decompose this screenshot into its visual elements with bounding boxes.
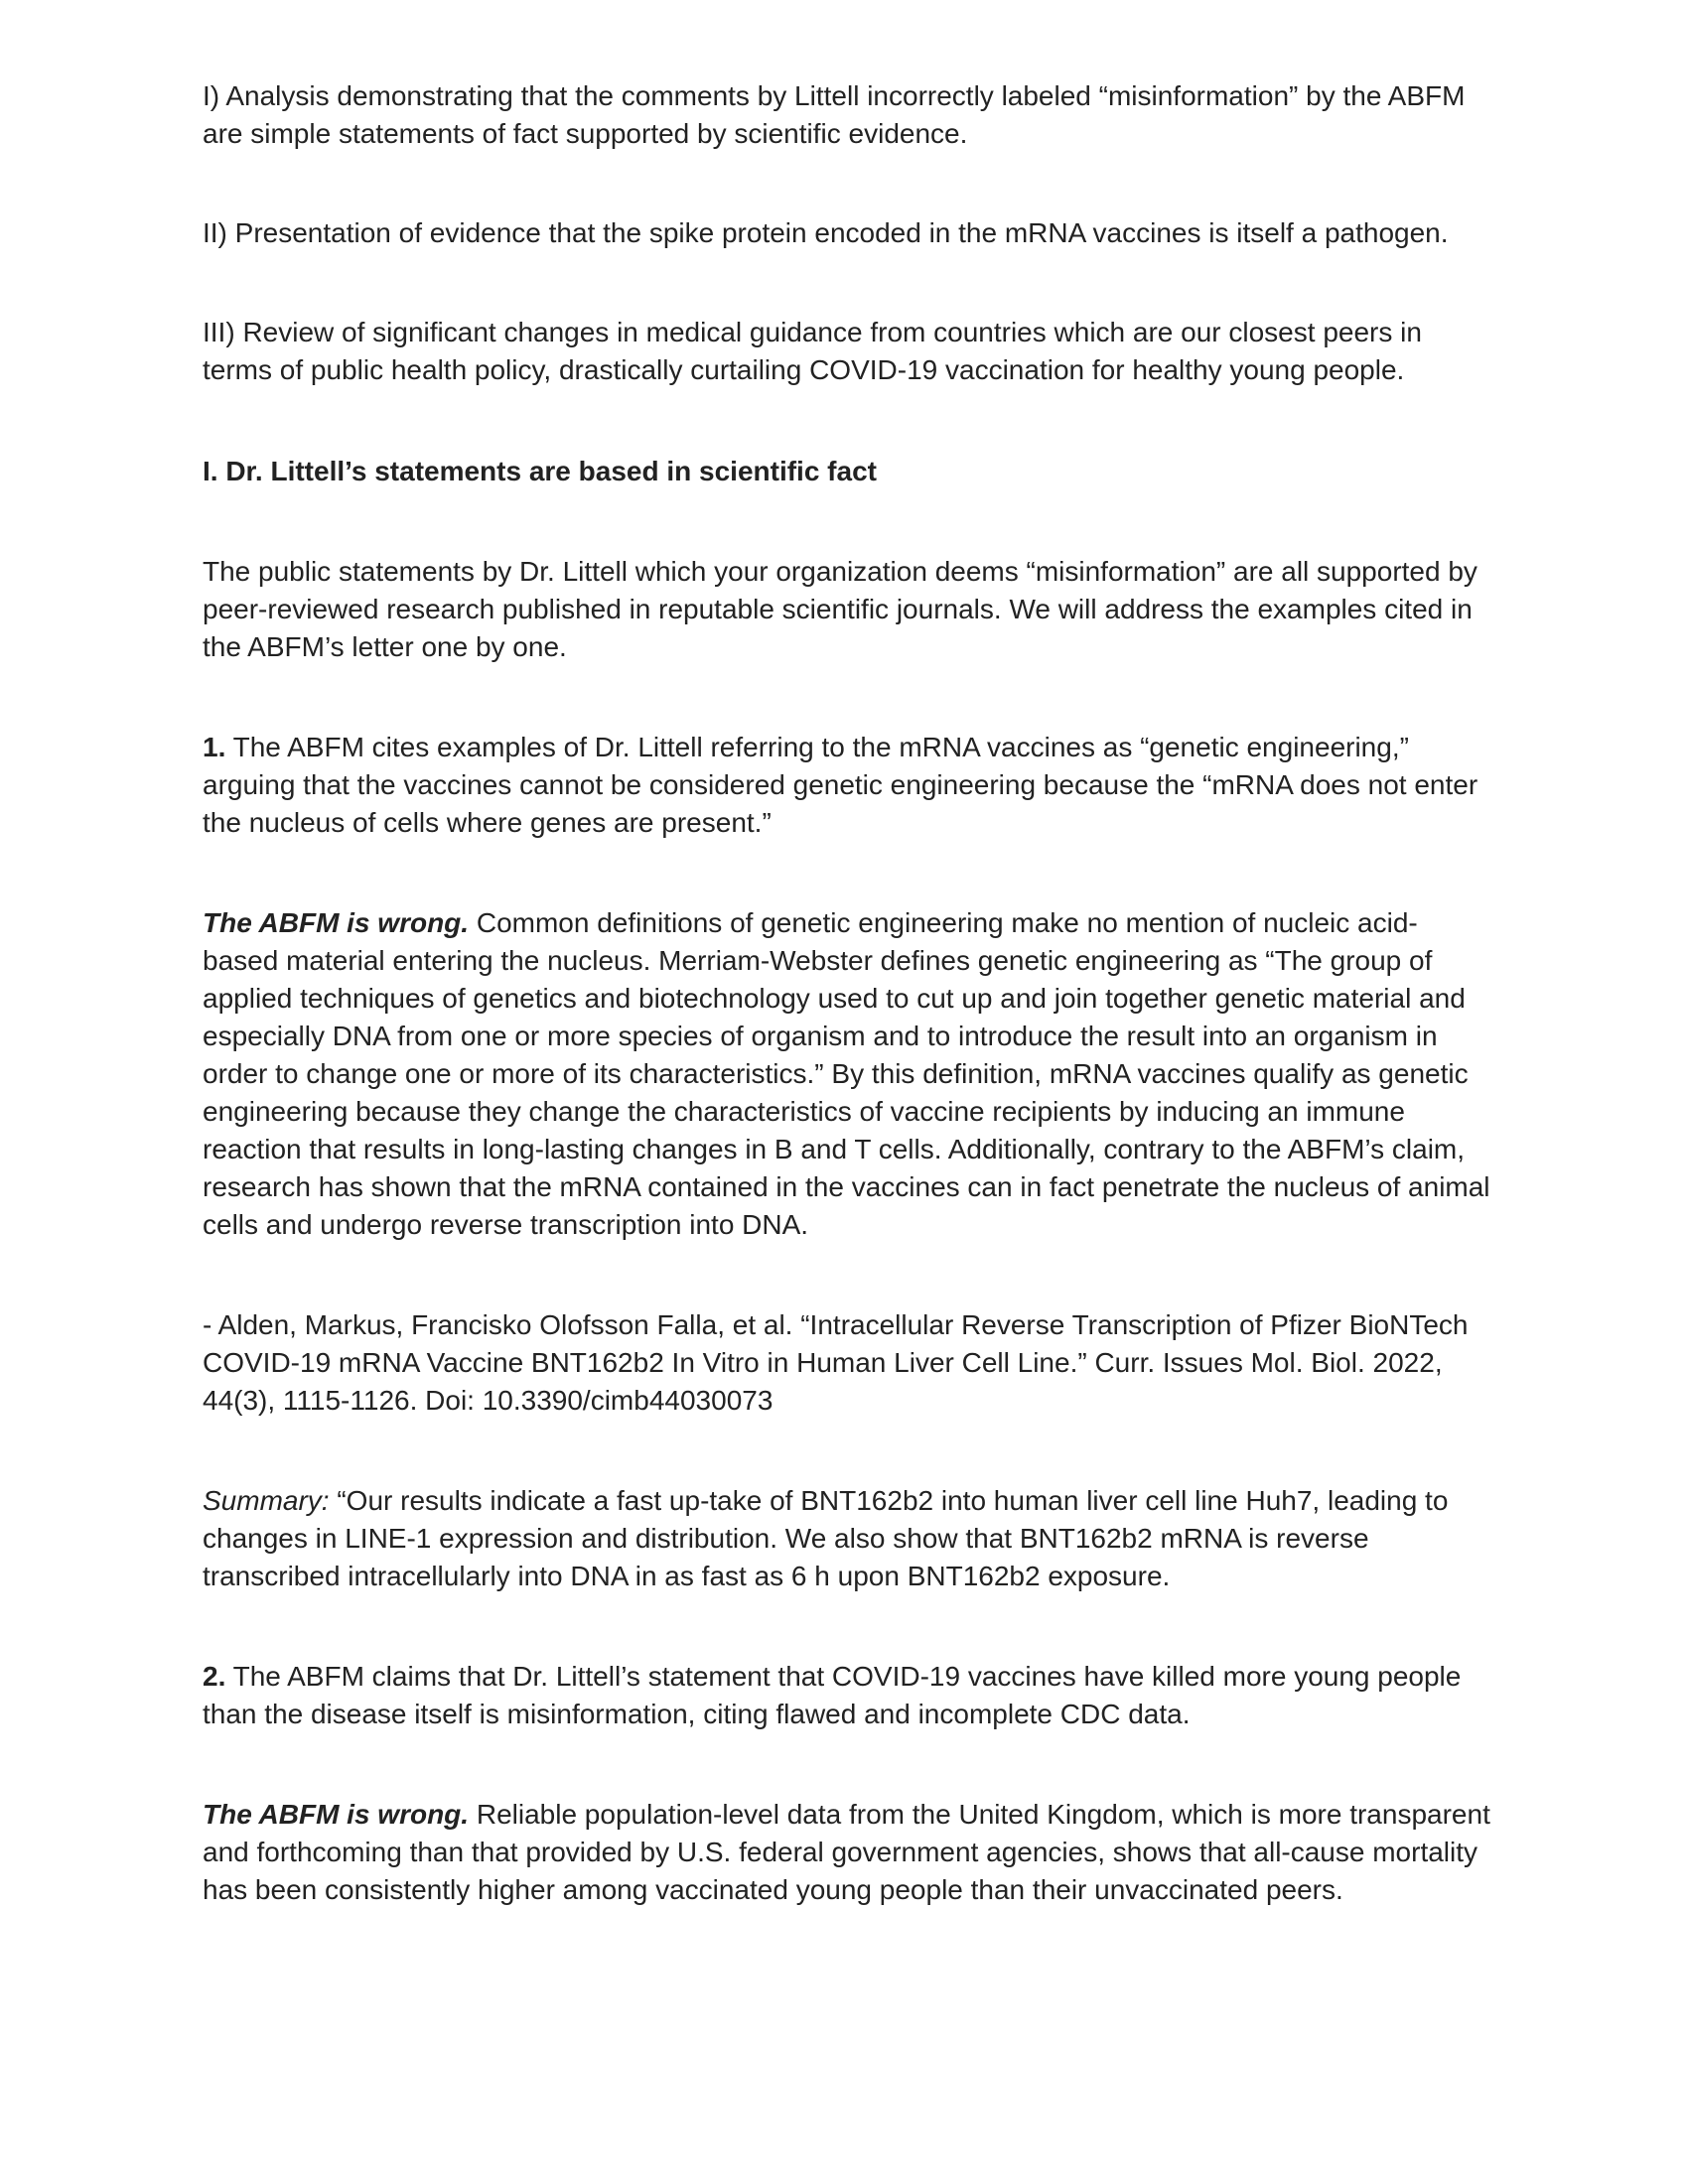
point-2-claim	[203, 1658, 1493, 1733]
point-1-summary	[203, 1482, 1493, 1595]
point-1-rebuttal	[203, 904, 1493, 1244]
point-1-claim-text: The ABFM cites examples of Dr. Littell referring to the mRNA vaccines as “genetic engineering,” arguing that the vaccines cannot be considered genetic engineering because the “mRNA does not enter the nucleus of cells where genes are present.”	[203, 732, 1478, 838]
intro-item-3: III) Review of significant changes in medical guidance from countries which are our closest peers in terms of public health policy, drastically curtailing COVID-19 vaccination for healthy young people.	[203, 317, 1422, 385]
point-1-claim	[203, 729, 1493, 842]
point-2-claim-text: The ABFM claims that Dr. Littell’s statement that COVID-19 vaccines have killed more young people than the disease itself is misinformation, citing flawed and incomplete CDC data.	[203, 1661, 1462, 1729]
document-body	[203, 77, 1493, 1909]
point-1-rebuttal-lead: The ABFM is wrong.	[203, 907, 470, 938]
point-1-summary-label: Summary:	[203, 1485, 330, 1516]
section-heading: I. Dr. Littell’s statements are based in scientific fact	[203, 456, 877, 486]
point-1-summary-text: “Our results indicate a fast up-take of BNT162b2 into human liver cell line Huh7, leading to changes in LINE-1 expression and distribution. We also show that BNT162b2 mRNA is reverse transcribed intracellularly into DNA in as fast as 6 h upon BNT162b2 exposure.	[203, 1485, 1449, 1591]
point-1-citation: - Alden, Markus, Francisko Olofsson Falla, et al. “Intracellular Reverse Transcription of Pfizer BioNTech COVID-19 mRNA Vaccine BNT162b2 In Vitro in Human Liver Cell Line.” Curr. Issues Mol. Biol. 2022, 44(3), 1115-1126. Doi: 10.3390/cimb44030073	[203, 1309, 1469, 1416]
point-2-number: 2.	[203, 1661, 226, 1692]
point-1-number: 1.	[203, 732, 226, 762]
point-2-rebuttal-text: Reliable population-level data from the United Kingdom, which is more transparent and forthcoming than that provided by U.S. federal government agencies, shows that all-cause mortality has been consistently higher among vaccinated young people than their unvaccinated peers.	[203, 1799, 1490, 1905]
intro-item-1: I) Analysis demonstrating that the comments by Littell incorrectly labeled “misinformation” by the ABFM are simple statements of fact supported by scientific evidence.	[203, 80, 1466, 149]
point-2-rebuttal	[203, 1796, 1493, 1909]
point-2-rebuttal-lead: The ABFM is wrong.	[203, 1799, 470, 1830]
intro-item-2: II) Presentation of evidence that the spike protein encoded in the mRNA vaccines is itself a pathogen.	[203, 217, 1449, 248]
point-1-rebuttal-text: Common definitions of genetic engineering make no mention of nucleic acid-based material entering the nucleus. Merriam-Webster defines genetic engineering as “The group of applied techniques of genetics and biotechnology used to cut up and join together genetic material and especially DNA from one or more species of organism and to introduce the result into an organism in order to change one or more of its characteristics.” By this definition, mRNA vaccines qualify as genetic engineering because they change the characteristics of vaccine recipients by inducing an immune reaction that results in long-lasting changes in B and T cells. Additionally, contrary to the ABFM’s claim, research has shown that the mRNA contained in the vaccines can in fact penetrate the nucleus of animal cells and undergo reverse transcription into DNA.	[203, 907, 1490, 1240]
section-intro-paragraph: The public statements by Dr. Littell which your organization deems “misinformation” are all supported by peer-reviewed research published in reputable scientific journals. We will address the examples cited in the ABFM’s letter one by one.	[203, 556, 1477, 662]
